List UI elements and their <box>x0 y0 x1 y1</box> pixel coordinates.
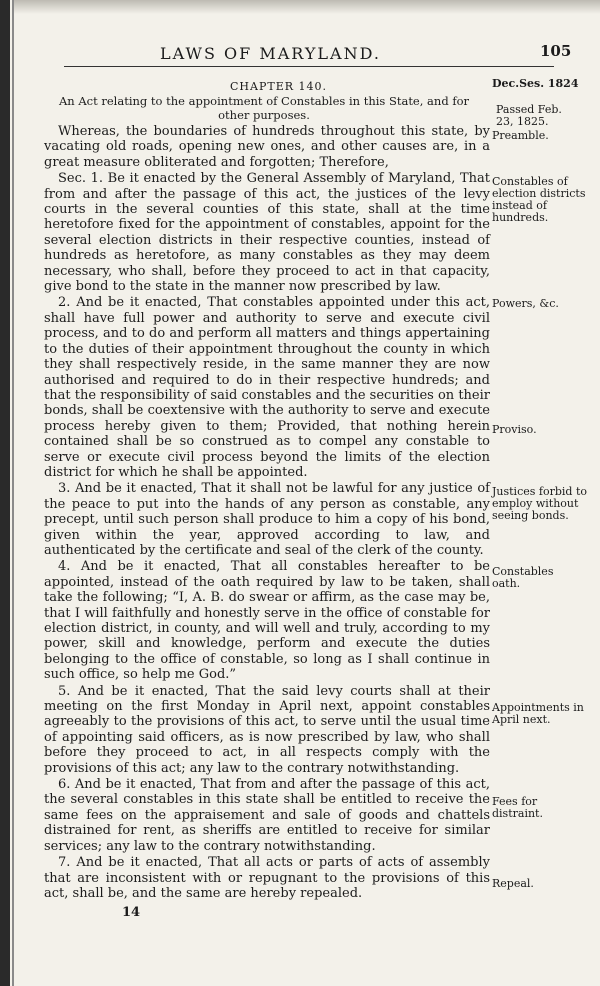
margin-passed: Passed Feb. 23, 1825. <box>496 103 562 128</box>
margin-powers: Powers, &c. <box>492 297 559 310</box>
preamble-text: Whereas, the boundaries of hundreds throughout this state, by vacating old roads, opening new ones, and other causes are, in a great measure obliterated and forgotten; Therefore, <box>44 124 490 170</box>
section-4: 4. And be it enacted, That all constables hereafter to be appointed, instead of the oath required by law to be taken, shall take the following; “I, A. B. do swear or affirm, as the case may be, that I will faithfully and honestly serve in the office of constable for election district, in county, and will well and truly, according to my power, skill and knowledge, perform and execute the duties belonging to the office of constable, so long as I shall continue in such office, so help me God.” <box>44 559 490 683</box>
act-title: An Act relating to the appointment of Constables in this State, and for other purposes. <box>58 94 470 122</box>
section-3: 3. And be it enacted, That it shall not be lawful for any justice of the peace to put into the hands of any person as constable, any precept, until such person shall produce to him a copy of his bond, given within the year, approved according to law, and authenticated by the certificate and seal of the clerk of the county. <box>44 481 490 558</box>
margin-appointments: Appointments in April next. <box>492 701 584 726</box>
margin-constables: Constables of election districts instead of hundreds. <box>492 175 586 224</box>
margin-preamble: Preamble. <box>492 129 549 142</box>
chapter-number: CHAPTER 140. <box>230 80 327 93</box>
section-6: 6. And be it enacted, That from and after the passage of this act, the several constables in this state shall be entitled to receive the same fees on the appraisement and sale of goods and chattels distrained for rent, as sheriffs are entitled to receive for similar services; any law to the contrary notwithstanding. <box>44 777 490 854</box>
section-2: 2. And be it enacted, That constables appointed under this act, shall have full power and authority to serve and execute civil process, and to do and perform all matters and things appertaining to the duties of their appointment throughout the county in which they shall respectively reside, in the same manner they are now authorised and required to do in their respective hundreds; and that the responsibility of said constables and the securities on their bonds, shall be coextensive with the authority to serve and execute process hereby given to them; Provided, that nothing herein contained shall be so construed as to compel any constable to serve or execute civil process beyond the limits of the election district for which he shall be appointed. <box>44 295 490 480</box>
margin-oath: Constables oath. <box>492 565 554 590</box>
header-rule <box>64 66 554 67</box>
page-number: 105 <box>540 42 572 60</box>
running-title: LAWS OF MARYLAND. <box>160 44 381 63</box>
margin-repeal: Repeal. <box>492 877 534 890</box>
signature-mark: 14 <box>122 905 141 921</box>
margin-proviso: Proviso. <box>492 423 537 436</box>
section-7: 7. And be it enacted, That all acts or parts of acts of assembly that are inconsistent with or repugnant to the provisions of this act, shall be, and the same are hereby repealed. <box>44 855 490 901</box>
margin-fees: Fees for distraint. <box>492 795 543 820</box>
margin-justices: Justices forbid to employ without seeing bonds. <box>492 485 587 522</box>
page-shadow <box>14 0 600 14</box>
page-edge-line <box>12 0 14 986</box>
section-1: Sec. 1. Be it enacted by the General Assembly of Maryland, That from and after the passage of this act, the justices of the levy courts in the several counties of this state, shall at the time heretofore fixed for the appointment of constables, appoint for the several election districts in their respective counties, instead of hundreds as heretofore, as many constables as they may deem necessary, who shall, before they proceed to act in that capacity, give bond to the state in the manner now prescribed by law. <box>44 171 490 295</box>
act-body <box>44 124 490 921</box>
margin-session: Dec.Ses. 1824 <box>492 77 579 90</box>
section-5: 5. And be it enacted, That the said levy courts shall at their meeting on the first Monday in April next, appoint constables agreeably to the provisions of this act, to serve until the usual time of appointing said officers, as is now prescribed by law, who shall before they proceed to act, in all respects comply with the provisions of this act; any law to the contrary notwithstanding. <box>44 683 490 776</box>
page-edge <box>0 0 10 986</box>
